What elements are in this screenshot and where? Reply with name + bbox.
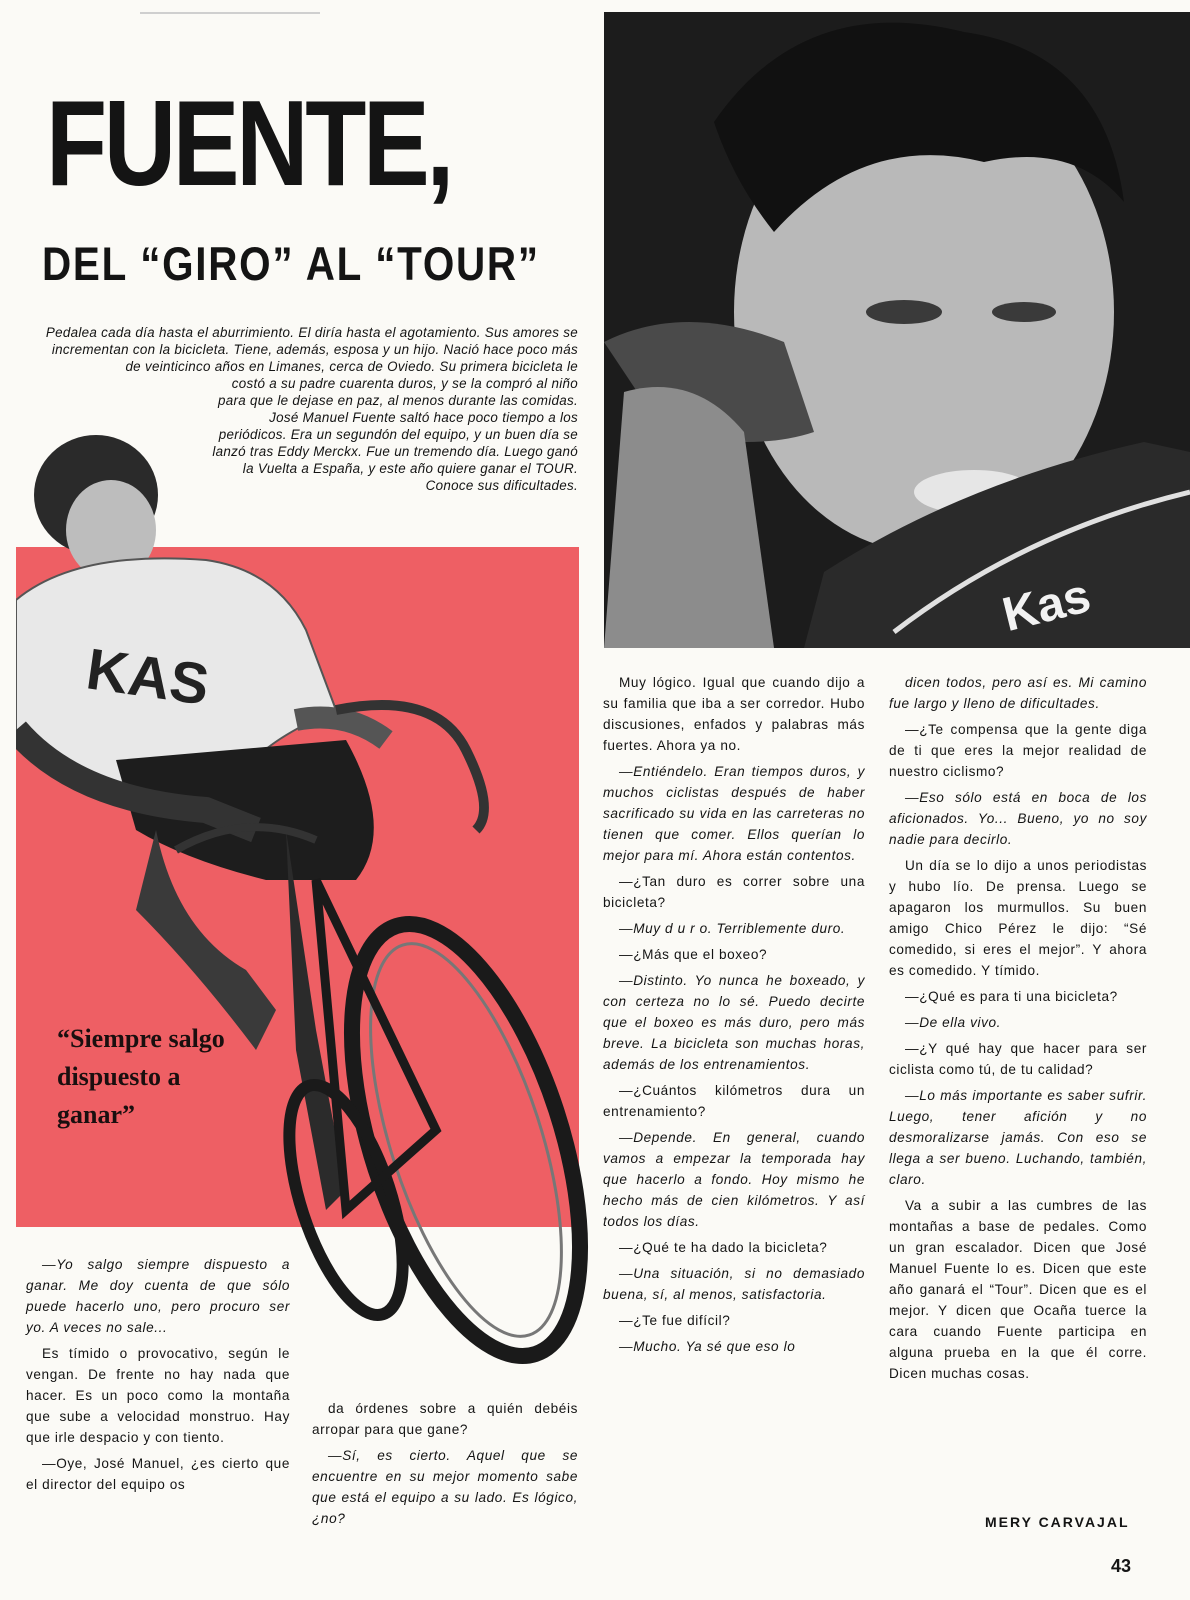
paragraph: —¿Te fue difícil? xyxy=(619,1313,731,1328)
pull-quote: “Siempre salgo dispuesto a ganar” xyxy=(57,1024,225,1129)
top-rule xyxy=(140,12,320,14)
paragraph: —Oye, José Manuel, ¿es cierto que el director del equipo os xyxy=(26,1456,290,1492)
paragraph: dicen todos, pero así es. Mi camino fue largo y lleno de dificultades. xyxy=(889,675,1147,711)
paragraph: Un día se lo dijo a unos periodistas y hubo lío. De prensa. Luego se apagaron los murmullos. Su buen amigo Chico Pérez le dijo: “Sé comedido, si eres el mejor”. Y ahora es comedido. Y tímido. xyxy=(889,858,1147,978)
paragraph: —Entiéndelo. Eran tiempos duros, y muchos ciclistas después de haber sacrificado su vida en las carreteras no tienen que comer. Ellos querían lo mejor para mí. Ahora están contentos. xyxy=(603,764,865,863)
paragraph: Es tímido o provocativo, según le vengan. De frente no hay nada que hacer. Es un poco como la montaña que sube a velocidad monstruo. Hay que irle despacio y con tiento. xyxy=(26,1346,290,1445)
paragraph: —¿Te compensa que la gente diga de ti que eres la mejor realidad de nuestro ciclismo? xyxy=(889,722,1147,779)
cyclist-jersey-label: KAS xyxy=(82,636,213,718)
portrait-jersey-label: Kas xyxy=(997,569,1096,643)
page-number: 43 xyxy=(1111,1556,1132,1576)
paragraph: da órdenes sobre a quién debéis arropar para que gane? xyxy=(312,1401,578,1437)
body-column-1 xyxy=(26,1254,290,1500)
paragraph: —Mucho. Ya sé que eso lo xyxy=(619,1339,796,1354)
paragraph: —¿Y qué hay que hacer para ser ciclista como tú, de tu calidad? xyxy=(889,1041,1147,1077)
paragraph: —¿Tan duro es correr sobre una bicicleta? xyxy=(603,874,865,910)
paragraph: —¿Qué te ha dado la bicicleta? xyxy=(619,1240,828,1255)
body-column-3 xyxy=(603,672,865,1362)
paragraph: —Distinto. Yo nunca he boxeado, y con certeza no lo sé. Puedo decirte que el boxeo es más duro, pero más breve. La bicicleta son muchas horas, además de los entrenamientos. xyxy=(603,973,865,1072)
paragraph: —Lo más importante es saber sufrir. Luego, tener afición y no desmoralizarse jamás. Con eso se llega a ser bueno. Luchando, también, claro. xyxy=(889,1088,1147,1187)
paragraph: —De ella vivo. xyxy=(905,1015,1002,1030)
paragraph: —¿Más que el boxeo? xyxy=(619,947,768,962)
paragraph: Muy lógico. Igual que cuando dijo a su familia que iba a ser corredor. Hubo discusiones, enfados y palabras más fuertes. Ahora ya no. xyxy=(603,675,865,753)
article-title: FUENTE, xyxy=(46,75,452,211)
paragraph: —Muy d u r o. Terriblemente duro. xyxy=(619,921,846,936)
article-subtitle: DEL “GIRO” AL “TOUR” xyxy=(42,237,540,290)
portrait-photo xyxy=(604,12,1190,648)
paragraph: Va a subir a las cumbres de las montañas a base de pedales. Como un gran escalador. Dicen que José Manuel Fuente lo es. Dicen que este año ganará el “Tour”. Dicen que es el mejor. Y dicen que Ocaña tuerce la cara cuando Fuente participa en alguna prueba en la que él corre. Dicen muchas cosas. xyxy=(889,1198,1147,1381)
paragraph: —Yo salgo siempre dispuesto a ganar. Me doy cuenta de que sólo puede hacerlo uno, pero procuro ser yo. A veces no sale... xyxy=(26,1257,290,1335)
body-column-2 xyxy=(312,1398,578,1534)
paragraph: —Eso sólo está en boca de los aficionados. Yo... Bueno, yo no soy nadie para decirlo. xyxy=(889,790,1147,847)
paragraph: —¿Cuántos kilómetros dura un entrenamiento? xyxy=(603,1083,865,1119)
paragraph: —Depende. En general, cuando vamos a empezar la temporada hay que hacerlo a fondo. Hoy mismo he hecho más de cien kilómetros. Y así todos los días. xyxy=(603,1130,865,1229)
paragraph: —¿Qué es para ti una bicicleta? xyxy=(905,989,1118,1004)
author-byline: MERY CARVAJAL xyxy=(985,1514,1130,1530)
intro-text: Pedalea cada día hasta el aburrimiento. El diría hasta el agotamiento. Sus amores se incrementan con la bicicleta. Tiene, además, esposa y un hijo. Nació hace poco más de veinticinco años en Limanes, cerca de Oviedo. Su primera bicicleta le costó a su padre cuarenta duros, y se la compró al niño para que le dejase en paz, al menos durante las comidas. José Manuel Fuente saltó hace poco tiempo a los periódicos. Era un segundón del equipo, y un buen día se lanzó tras Eddy Merckx. Fue un tremendo día. Luego ganó la Vuelta a España, y este año quiere ganar el TOUR. Conoce sus dificultades. xyxy=(45,325,578,493)
body-column-4 xyxy=(889,672,1147,1389)
paragraph: —Sí, es cierto. Aquel que se encuentre en su mejor momento sabe que está el equipo a su lado. Es lógico, ¿no? xyxy=(312,1448,578,1526)
paragraph: —Una situación, si no demasiado buena, sí, al menos, satisfactoria. xyxy=(603,1266,865,1302)
